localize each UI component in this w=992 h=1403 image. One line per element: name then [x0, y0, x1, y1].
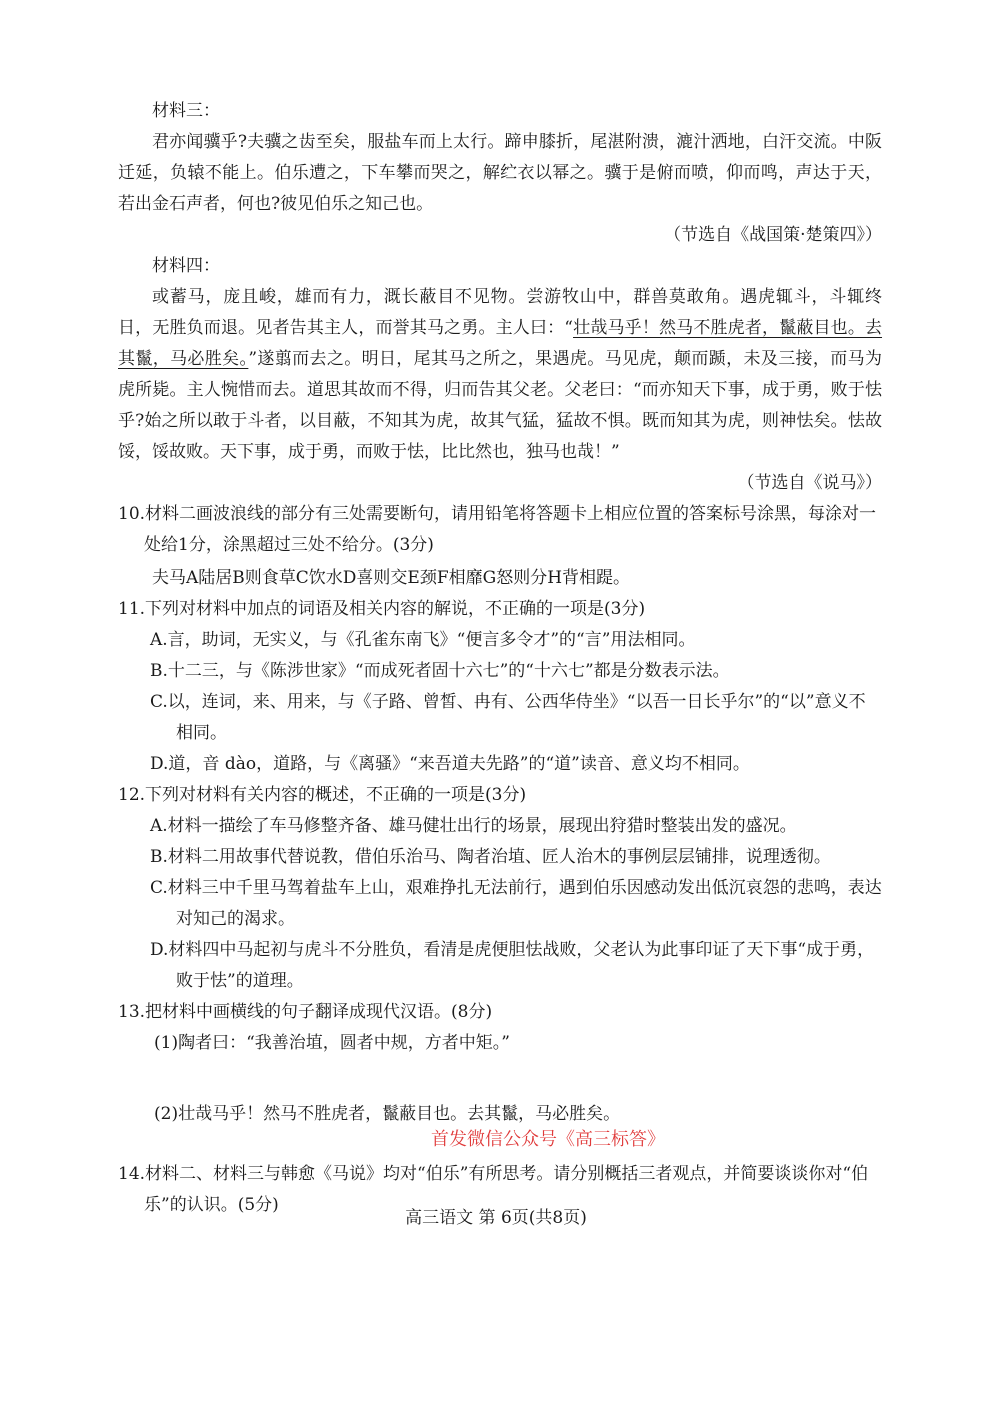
- question-12-option-a: A.材料一描绘了车马修整齐备、雄马健壮出行的场景，展现出狩猎时整装出发的盛况。: [150, 816, 797, 836]
- question-10-sentence: 夫马A陆居B则食草C饮水D喜则交E颈F相靡G怒则分H背相踶。: [152, 568, 631, 588]
- material4-text-before: 或蓄马，庞且峻，雄而有力，溉长蔽目不见物。尝游牧山中，群兽莫敢角。遇虎辄斗，斗辄终日，无胜负而退。见者告其主人，而誉其马之勇。主人曰：“: [118, 287, 882, 338]
- question-13-item-2: (2)壮哉马乎！然马不胜虎者，鬣蔽目也。去其鬣，马必胜矣。: [154, 1104, 621, 1124]
- material3-text: 君亦闻骥乎?夫骥之齿至矣，服盐车而上太行。蹄申膝折，尾湛附溃，漉汁洒地，白汗交流。中阪迁延，负辕不能上。伯乐遭之，下车攀而哭之，解纻衣以幂之。骥于是俯而喷，仰而鸣，声达于天，若出金石声者，何也?彼见伯乐之知己也。: [118, 132, 882, 214]
- question-13: 13.把材料中画横线的句子翻译成现代汉语。(8分): [118, 1002, 493, 1022]
- page-footer: 高三语文 第 6页(共8页): [405, 1208, 587, 1228]
- question-11-option-b: B.十二三，与《陈涉世家》“而成死者固十六七”的“十六七”都是分数表示法。: [150, 661, 730, 681]
- question-13-item-1: (1)陶者曰：“我善治埴，圆者中规，方者中矩。”: [154, 1033, 510, 1053]
- material4-source: （节选自《说马》）: [737, 473, 882, 493]
- material4-label: 材料四：: [152, 256, 220, 276]
- watermark-text: 首发微信公众号《高三标答》: [431, 1129, 665, 1150]
- material4-underlined-sentence: 壮哉马乎！然马不胜虎者，鬣蔽目也。去其鬣，马必胜矣。: [118, 318, 883, 369]
- question-10: 10.材料二画波浪线的部分有三处需要断句，请用铅笔将答题卡上相应位置的答案标号涂黑，每涂对一处给1分，涂黑超过三处不给分。(3分): [118, 504, 877, 555]
- exam-page-body: [118, 96, 882, 1221]
- material3-source: （节选自《战国策·楚策四》）: [664, 225, 882, 245]
- question-11-option-d: D.道，音 dào，道路，与《离骚》“来吾道夫先路”的“道”读音、意义均不相同。: [150, 754, 750, 774]
- question-11-option-c: C.以，连词，来、用来，与《子路、曾皙、冉有、公西华侍坐》“以吾一日长乎尔”的“以”意义不相同。: [150, 692, 866, 743]
- material3-label: 材料三：: [152, 101, 220, 121]
- question-11: 11.下列对材料中加点的词语及相关内容的解说，不正确的一项是(3分): [118, 599, 646, 619]
- question-11-option-a: A.言，助词，无实义，与《孔雀东南飞》“便言多令才”的“言”用法相同。: [150, 630, 696, 650]
- material4-text-after: ”遂翦而去之。明日，尾其马之所之，果遇虎。马见虎，颠而踬，未及三接，而马为虎所毙。主人惋惜而去。道思其故而不得，归而告其父老。父老曰：“而亦知天下事，成于勇，败于怯乎?始之所以敢于斗者，以目蔽，不知其为虎，故其气猛，猛故不惧。既而知其为虎，则神怯矣。怯故馁，馁故败。天下事，成于勇，而败于怯，比比然也，独马也哉！”: [118, 349, 882, 462]
- question-12-option-c: C.材料三中千里马驾着盐车上山，艰难挣扎无法前行，遇到伯乐因感动发出低沉哀怨的悲鸣，表达对知己的渴求。: [150, 878, 882, 929]
- question-12: 12.下列对材料有关内容的概述，不正确的一项是(3分): [118, 785, 527, 805]
- answer-space: [118, 1059, 882, 1099]
- material4-text: [118, 282, 882, 468]
- question-12-option-d: D.材料四中马起初与虎斗不分胜负，看清是虎便胆怯战败，父老认为此事印证了天下事“成于勇，败于怯”的道理。: [150, 940, 875, 991]
- question-12-option-b: B.材料二用故事代替说教，借伯乐治马、陶者治埴、匠人治木的事例层层铺排，说理透彻。: [150, 847, 831, 867]
- question-14: 14.材料二、材料三与韩愈《马说》均对“伯乐”有所思考。请分别概括三者观点，并简要谈谈你对“伯乐”的认识。(5分): [118, 1164, 869, 1215]
